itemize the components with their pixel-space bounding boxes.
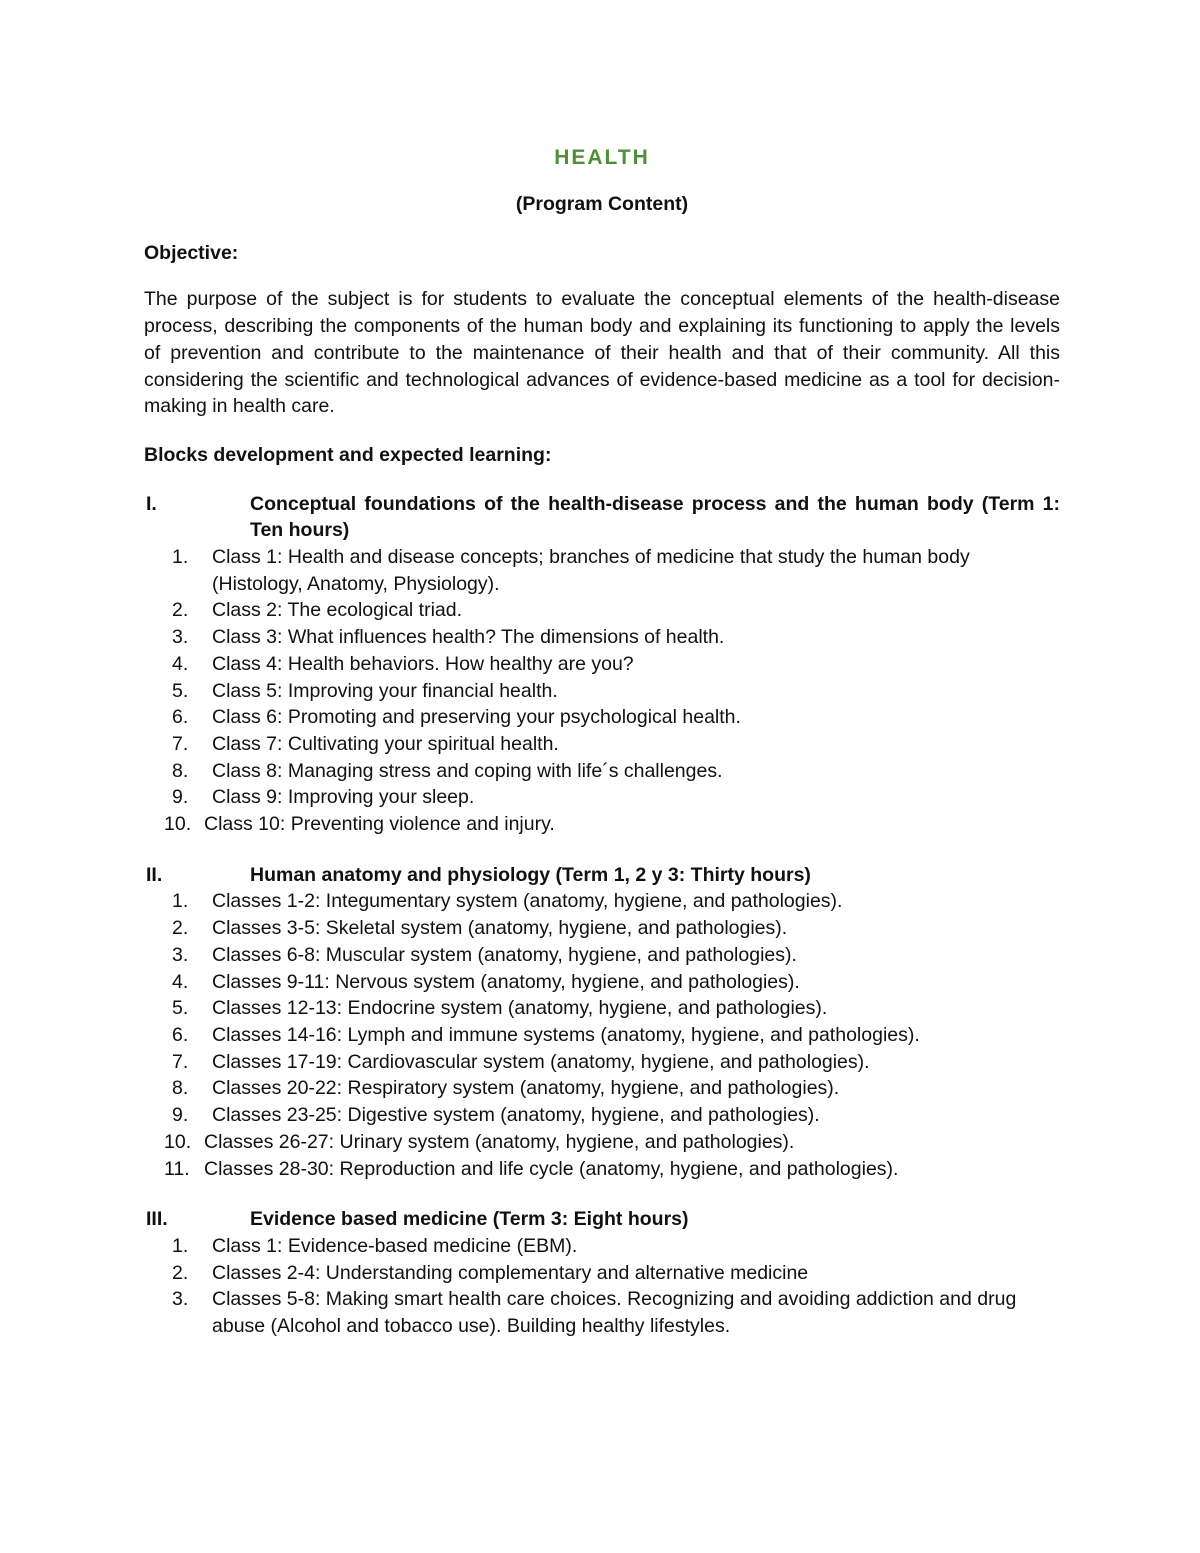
item-text: Classes 3-5: Skeletal system (anatomy, hygiene, and pathologies). bbox=[212, 917, 788, 940]
section-item-list bbox=[144, 544, 1060, 838]
list-item bbox=[144, 1022, 1060, 1049]
document-subtitle: (Program Content) bbox=[515, 193, 689, 215]
list-item bbox=[144, 1156, 1060, 1183]
list-item bbox=[144, 1260, 1060, 1287]
item-number: 3. bbox=[172, 1288, 189, 1311]
item-text: Classes 2-4: Understanding complementary and alternative medicine bbox=[212, 1261, 809, 1284]
item-number: 8. bbox=[172, 759, 189, 782]
list-item bbox=[144, 597, 1060, 624]
objective-text: The purpose of the subject is for students to evaluate the conceptual elements of the health-disease process, describing the components of the human body and explaining its functioning to apply the levels of prevention and contribute to the maintenance of their health and that of their community. All this considering the scientific and technological advances of evidence-based medicine as a tool for decision-making in health care. bbox=[144, 288, 1060, 418]
item-number: 9. bbox=[172, 1104, 189, 1127]
list-item bbox=[144, 624, 1060, 651]
item-number: 10. bbox=[164, 1130, 192, 1153]
item-number: 1. bbox=[172, 890, 189, 913]
item-text: Class 9: Improving your sleep. bbox=[212, 786, 475, 809]
item-number: 11. bbox=[164, 1157, 190, 1180]
item-text: Classes 6-8: Muscular system (anatomy, hygiene, and pathologies). bbox=[212, 943, 797, 966]
document-page bbox=[144, 140, 1060, 1340]
list-item bbox=[144, 784, 1060, 811]
list-item bbox=[144, 1129, 1060, 1156]
list-item bbox=[144, 1075, 1060, 1102]
section-title: Human anatomy and physiology (Term 1, 2 y 3: Thirty hours) bbox=[250, 863, 811, 886]
document-title: HEALTH bbox=[554, 146, 650, 169]
list-item bbox=[144, 915, 1060, 942]
list-item bbox=[144, 1102, 1060, 1129]
list-item bbox=[144, 678, 1060, 705]
item-number: 5. bbox=[172, 997, 189, 1020]
section-heading bbox=[144, 1206, 1060, 1233]
item-number: 8. bbox=[172, 1077, 189, 1100]
item-number: 7. bbox=[172, 732, 189, 755]
section-numeral: II. bbox=[146, 863, 163, 886]
section-title: Conceptual foundations of the health-disease process and the human body (Term 1: Ten hours) bbox=[250, 492, 1060, 542]
item-text: Class 2: The ecological triad. bbox=[212, 599, 463, 622]
list-item bbox=[144, 811, 1060, 838]
item-text: Classes 26-27: Urinary system (anatomy, hygiene, and pathologies). bbox=[204, 1130, 795, 1153]
item-number: 1. bbox=[172, 1234, 189, 1257]
item-text: Classes 12-13: Endocrine system (anatomy, hygiene, and pathologies). bbox=[212, 997, 828, 1020]
item-text: Classes 20-22: Respiratory system (anatomy, hygiene, and pathologies). bbox=[212, 1077, 840, 1100]
section-heading bbox=[144, 491, 1060, 544]
item-number: 4. bbox=[172, 652, 189, 675]
item-text: Class 1: Evidence-based medicine (EBM). bbox=[212, 1234, 578, 1257]
item-number: 6. bbox=[172, 706, 189, 729]
item-text: Classes 14-16: Lymph and immune systems (anatomy, hygiene, and pathologies). bbox=[212, 1023, 920, 1046]
list-item bbox=[144, 969, 1060, 996]
item-text: Classes 5-8: Making smart health care choices. Recognizing and avoiding addiction and drug abuse (Alcohol and tobacco use). Building healthy lifestyles. bbox=[212, 1288, 1017, 1338]
item-text: Class 8: Managing stress and coping with life´s challenges. bbox=[212, 759, 723, 782]
section-item-list bbox=[144, 888, 1060, 1182]
item-text: Class 10: Preventing violence and injury. bbox=[204, 813, 555, 836]
item-text: Class 3: What influences health? The dimensions of health. bbox=[212, 626, 725, 649]
list-item bbox=[144, 651, 1060, 678]
list-item bbox=[144, 1233, 1060, 1260]
item-number: 2. bbox=[172, 1261, 189, 1284]
item-number: 4. bbox=[172, 970, 189, 993]
item-text: Class 5: Improving your financial health. bbox=[212, 679, 558, 702]
item-number: 9. bbox=[172, 786, 189, 809]
item-text: Classes 23-25: Digestive system (anatomy, hygiene, and pathologies). bbox=[212, 1104, 820, 1127]
list-item bbox=[144, 731, 1060, 758]
item-text: Class 7: Cultivating your spiritual health. bbox=[212, 732, 559, 755]
item-text: Classes 28-30: Reproduction and life cycle (anatomy, hygiene, and pathologies). bbox=[204, 1157, 899, 1180]
list-item bbox=[144, 995, 1060, 1022]
item-number: 5. bbox=[172, 679, 189, 702]
item-number: 3. bbox=[172, 626, 189, 649]
section-3 bbox=[144, 1206, 1060, 1340]
item-text: Classes 9-11: Nervous system (anatomy, hygiene, and pathologies). bbox=[212, 970, 800, 993]
item-number: 2. bbox=[172, 599, 189, 622]
item-number: 10. bbox=[164, 813, 192, 836]
item-number: 6. bbox=[172, 1023, 189, 1046]
list-item bbox=[144, 704, 1060, 731]
item-text: Class 6: Promoting and preserving your psychological health. bbox=[212, 706, 741, 729]
section-2 bbox=[144, 862, 1060, 1182]
objective-heading: Objective: bbox=[144, 241, 239, 264]
item-number: 3. bbox=[172, 943, 189, 966]
list-item bbox=[144, 1286, 1060, 1339]
item-text: Class 4: Health behaviors. How healthy are you? bbox=[212, 652, 634, 675]
item-text: Classes 1-2: Integumentary system (anatomy, hygiene, and pathologies). bbox=[212, 890, 843, 913]
section-numeral: III. bbox=[146, 1208, 168, 1231]
section-numeral: I. bbox=[146, 492, 157, 515]
item-number: 7. bbox=[172, 1050, 189, 1073]
item-number: 1. bbox=[172, 546, 189, 569]
section-item-list bbox=[144, 1233, 1060, 1340]
list-item bbox=[144, 544, 1060, 597]
section-title: Evidence based medicine (Term 3: Eight hours) bbox=[250, 1208, 689, 1231]
section-heading bbox=[144, 862, 1060, 889]
item-number: 2. bbox=[172, 917, 189, 940]
blocks-heading: Blocks development and expected learning: bbox=[144, 443, 552, 466]
list-item bbox=[144, 888, 1060, 915]
section-1 bbox=[144, 491, 1060, 838]
list-item bbox=[144, 942, 1060, 969]
list-item bbox=[144, 1049, 1060, 1076]
item-text: Class 1: Health and disease concepts; branches of medicine that study the human body (Histology, Anatomy, Physiology). bbox=[212, 546, 970, 595]
list-item bbox=[144, 758, 1060, 785]
item-text: Classes 17-19: Cardiovascular system (anatomy, hygiene, and pathologies). bbox=[212, 1050, 870, 1073]
